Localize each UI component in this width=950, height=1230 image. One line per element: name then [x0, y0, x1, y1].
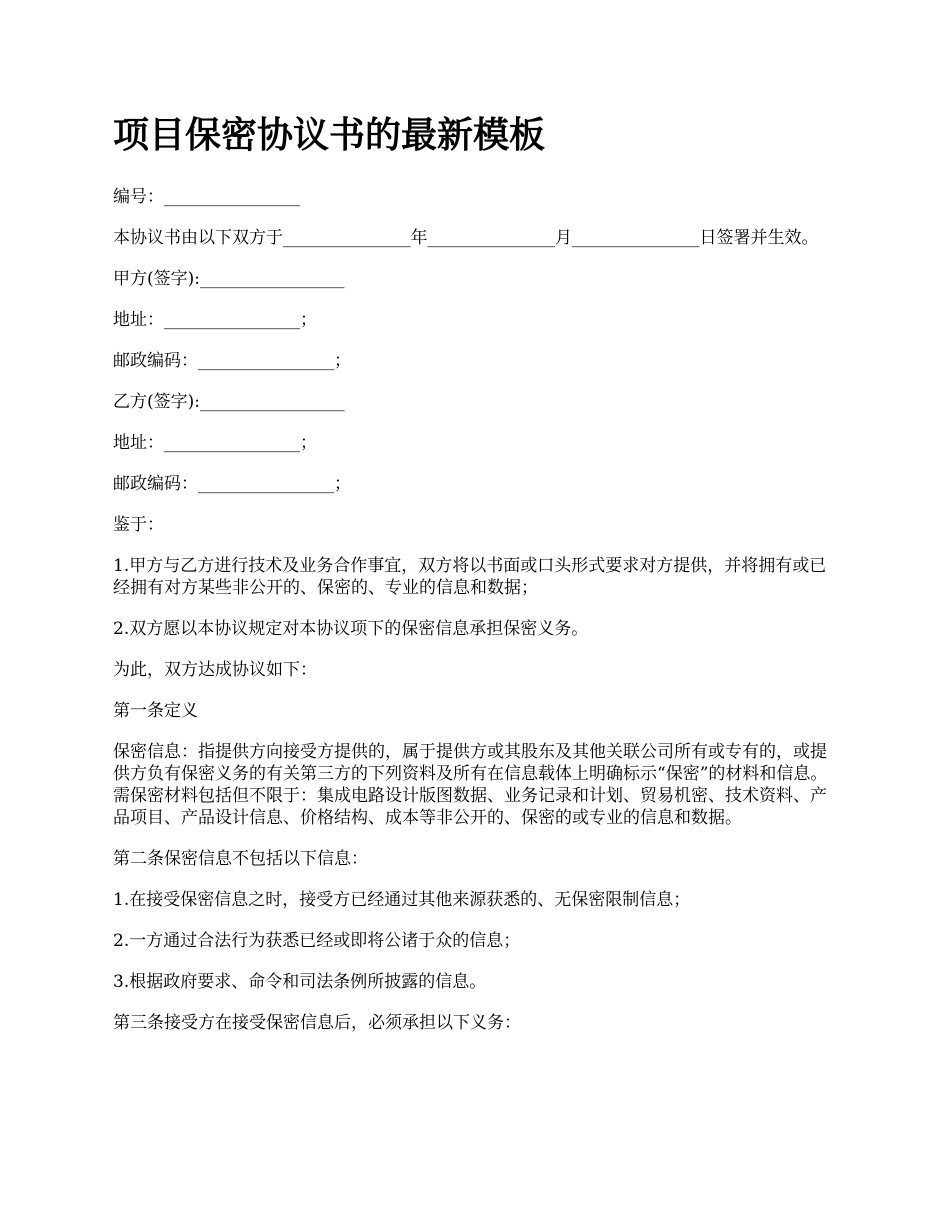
party-b-postcode: 邮政编码：________________； [113, 474, 351, 494]
whereas-clause-1: 1.甲方与乙方进行技术及业务合作事宜，双方将以书面或口头形式要求对方提供，并将拥有或已经拥有对方某些非公开的、保密的、专业的信息和数据； [113, 556, 827, 598]
whereas-heading: 鉴于： [113, 515, 164, 535]
signing-date-line: 本协议书由以下双方于_______________年_______________月_______________日签署并生效。 [113, 228, 819, 248]
article-1-definition: 保密信息：指提供方向接受方提供的，属于提供方或其股东及其他关联公司所有或专有的，或提供方负有保密义务的有关第三方的下列资料及所有在信息载体上明确标示“保密”的材料和信息。需保密材料包括但不限于：集成电路设计版图数据、业务记录和计划、贸易机密、技术资料、产品项目、产品设计信息、价格结构、成本等非公开的、保密的或专业的信息和数据。 [113, 742, 828, 828]
article-3-heading: 第三条接受方在接受保密信息后，必须承担以下义务： [113, 1013, 521, 1033]
party-b-signature: 乙方(签字):_________________ [113, 392, 345, 412]
article-1-heading: 第一条定义 [113, 701, 198, 721]
article-2-item-1: 1.在接受保密信息之时，接受方已经通过其他来源获悉的、无保密限制信息； [113, 890, 691, 910]
article-2-item-3: 3.根据政府要求、命令和司法条例所披露的信息。 [113, 972, 487, 992]
agreement-intro: 为此，双方达成协议如下： [113, 660, 317, 680]
article-2-heading: 第二条保密信息不包括以下信息： [113, 849, 368, 869]
document-title: 项目保密协议书的最新模板 [113, 115, 546, 156]
party-b-address: 地址：________________； [113, 433, 317, 453]
party-a-signature: 甲方(签字):_________________ [113, 269, 345, 289]
party-a-postcode: 邮政编码：________________； [113, 351, 351, 371]
article-2-item-2: 2.一方通过合法行为获悉已经或即将公诸于众的信息； [113, 931, 521, 951]
party-a-address: 地址：________________； [113, 310, 317, 330]
contract-number: 编号：________________ [113, 187, 300, 207]
whereas-clause-2: 2.双方愿以本协议规定对本协议项下的保密信息承担保密义务。 [113, 619, 589, 639]
